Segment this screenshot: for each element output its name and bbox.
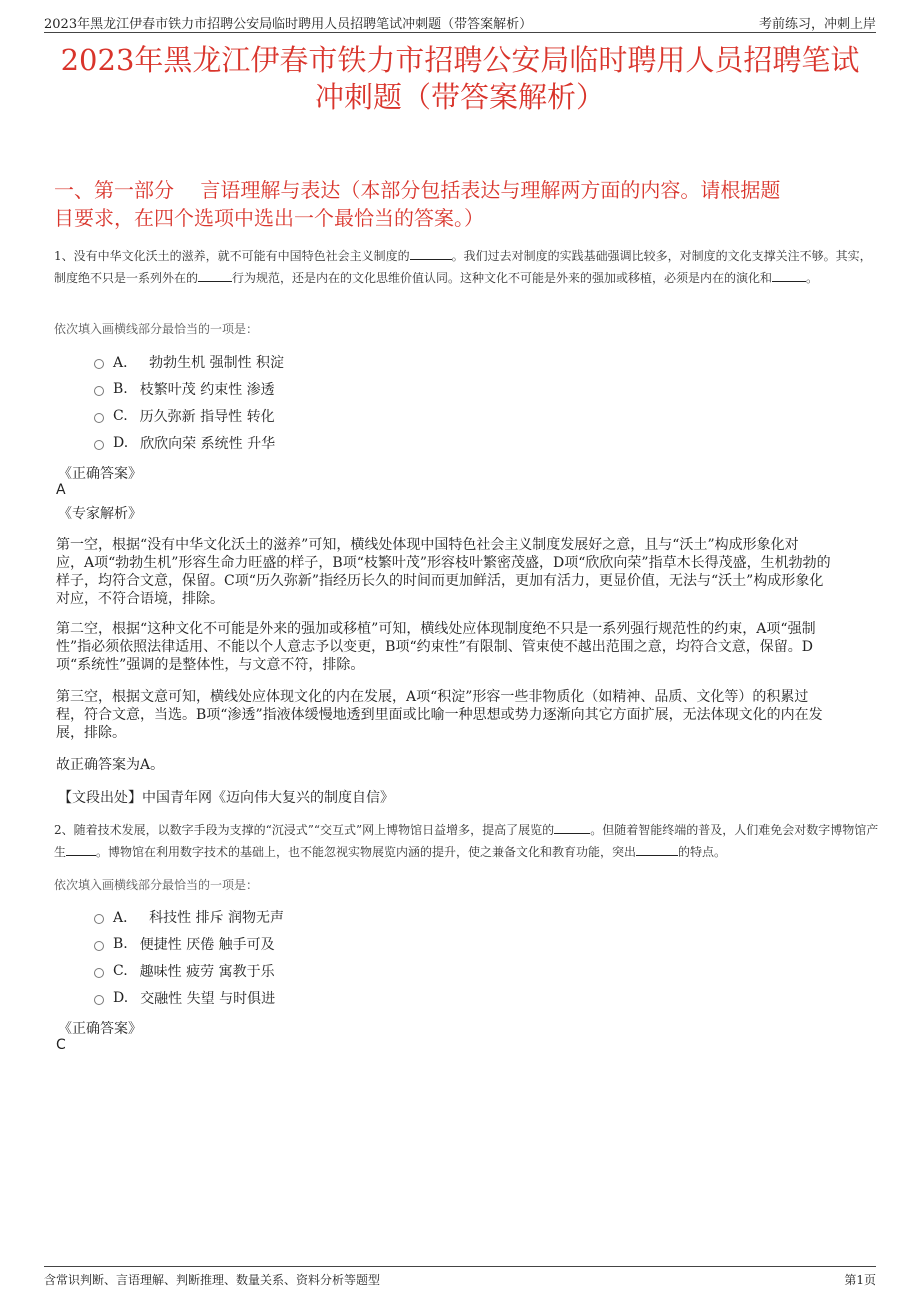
question-1-prompt: 依次填入画横线部分最恰当的一项是： xyxy=(54,322,259,336)
question-1-analysis-label: 《专家解析》 xyxy=(58,506,142,522)
question-1-text-part-1: 1、没有中华文化沃土的滋养，就不可能有中国特色社会主义制度的 xyxy=(54,249,410,263)
question-2-answer: C xyxy=(56,1037,66,1053)
question-2-text-part-5: 的特点。 xyxy=(678,845,727,859)
question-1-answer: A xyxy=(56,482,66,498)
question-1-option-a[interactable]: A． 勃勃生机 强制性 积淀 xyxy=(94,348,284,375)
source-citation: 【文段出处】中国青年网《迈向伟大复兴的制度自信》 xyxy=(58,790,394,806)
section-heading-line-1: 一、第一部分 言语理解与表达（本部分包括表达与理解两方面的内容。请根据题 xyxy=(54,178,781,202)
question-1-text-part-2: 。我们过去对制度的实践基础强调比较多，对制度的文化支撑关注 xyxy=(451,249,800,263)
question-1-stem xyxy=(54,245,880,289)
header-slogan: 考前练习，冲刺上岸 xyxy=(758,17,876,32)
question-2-option-b[interactable]: B. 便捷性 厌倦 触手可及 xyxy=(94,930,284,957)
question-1-option-d[interactable]: D. 欣欣向荣 系统性 升华 xyxy=(94,429,284,456)
question-2-text-part-2: 。但随着智能终端的普及，人们难免会对 xyxy=(590,823,807,837)
question-1-text-part-3: 不够。其实，制度绝不只是一系列外在的 xyxy=(54,249,872,285)
question-2-option-a[interactable]: A． 科技性 排斥 润物无声 xyxy=(94,903,284,930)
page-title xyxy=(40,42,880,116)
footer-topics: 含常识判断、言语理解、判断推理、数量关系、资料分析等题型 xyxy=(44,1273,381,1287)
radio-icon[interactable] xyxy=(94,914,104,924)
question-1-blank-3 xyxy=(772,268,806,282)
page-header xyxy=(44,10,876,33)
question-1-text-part-6: 。 xyxy=(806,271,819,285)
radio-icon[interactable] xyxy=(94,941,104,951)
analysis-paragraph-3: 第三空，根据文意可知，横线处应体现文化的内在发展，A项“积淀”形容一些非物质化（如精神、品质、文化等）的积累过 程，符合文意，当选。B项“渗透”指液体缓慢地透到里面或比喻一种思想或势力逐渐向其它方面扩展，无法体现文化的内在发 展，排除。 xyxy=(56,689,823,741)
question-1-option-c[interactable]: C. 历久弥新 指导性 转化 xyxy=(94,402,284,429)
radio-icon[interactable] xyxy=(94,440,104,450)
question-2-prompt: 依次填入画横线部分最恰当的一项是： xyxy=(54,878,259,892)
page-footer xyxy=(44,1266,876,1287)
radio-icon[interactable] xyxy=(94,995,104,1005)
question-2-blank-2 xyxy=(66,842,96,856)
page-number: 第1页 xyxy=(844,1273,876,1287)
question-1-text-part-5: 演化和 xyxy=(736,271,773,285)
radio-icon[interactable] xyxy=(94,359,104,369)
question-1-text-part-4: 行为规范，还是内在的文化思维价值认同。这种文化不可能是外来的强加或移植，必须是内在的 xyxy=(232,271,737,285)
analysis-paragraph-2: 第二空，根据“这种文化不可能是外来的强加或移植”可知，横线处应体现制度绝不只是一系列强行规范性的约束，A项“强制 性”指必须依照法律适用、不能以个人意志予以变更，B项“约束性”有限制、管束使不越出范围之意，均符合文意，保留。D 项“系统性”强调的是整体性，与文意不符，排除。 xyxy=(56,621,816,673)
question-2-text-part-1: 2、随着技术发展，以数字手段为支撑的“沉浸式”“交互式”网上博物馆日益增多，提高了展览的 xyxy=(54,823,555,837)
analysis-conclusion: 故正确答案为A。 xyxy=(56,757,165,773)
header-document-title: 2023年黑龙江伊春市铁力市招聘公安局临时聘用人员招聘笔试冲刺题（带答案解析） xyxy=(44,17,533,32)
question-2-options xyxy=(94,903,284,1011)
question-1-answer-label: 《正确答案》 xyxy=(58,466,142,482)
radio-icon[interactable] xyxy=(94,413,104,423)
question-2-blank-1 xyxy=(554,820,590,834)
page-title-line-1: 2023年黑龙江伊春市铁力市招聘公安局临时聘用人员招聘笔试 xyxy=(60,43,860,77)
question-2-option-d[interactable]: D. 交融性 失望 与时俱进 xyxy=(94,984,284,1011)
radio-icon[interactable] xyxy=(94,386,104,396)
analysis-paragraph-1: 第一空，根据“没有中华文化沃土的滋养”可知，横线处体现中国特色社会主义制度发展好之意，且与“沃土”构成形象化对 应，A项“勃勃生机”形容生命力旺盛的样子，B项“枝繁叶茂”形容枝叶繁密茂盛，D项“欣欣向荣”指草木长得茂盛，生机勃勃的 样子，均符合文意，保留。C项“历久弥新”指经历长久的时间而更加鲜活，更加有活力，更显价值，无法与“沃土”构成形象化 对应，不符合语境，排除。 xyxy=(56,537,831,607)
question-2-option-c[interactable]: C. 趣味性 疲劳 寓教于乐 xyxy=(94,957,284,984)
section-heading xyxy=(54,176,866,232)
page-title-line-2: 冲刺题（带答案解析） xyxy=(314,80,605,114)
question-2-stem xyxy=(54,819,880,863)
question-2-blank-3 xyxy=(636,842,678,856)
question-2-answer-label: 《正确答案》 xyxy=(58,1021,142,1037)
question-1-option-b[interactable]: B. 枝繁叶茂 约束性 渗透 xyxy=(94,375,284,402)
question-1-blank-2 xyxy=(198,268,232,282)
radio-icon[interactable] xyxy=(94,968,104,978)
question-1-blank-1 xyxy=(410,246,452,260)
question-1-options xyxy=(94,348,284,456)
question-2-text-part-3: 数字博物馆产生 xyxy=(54,823,879,859)
section-heading-line-2: 目要求，在四个选项中选出一个最恰当的答案。） xyxy=(54,206,484,230)
question-2-text-part-4: 。博物馆在利用数字技术的基础上，也不能忽视实物展览内涵的提升，使之兼备文化和教育功能，突出 xyxy=(96,845,637,859)
